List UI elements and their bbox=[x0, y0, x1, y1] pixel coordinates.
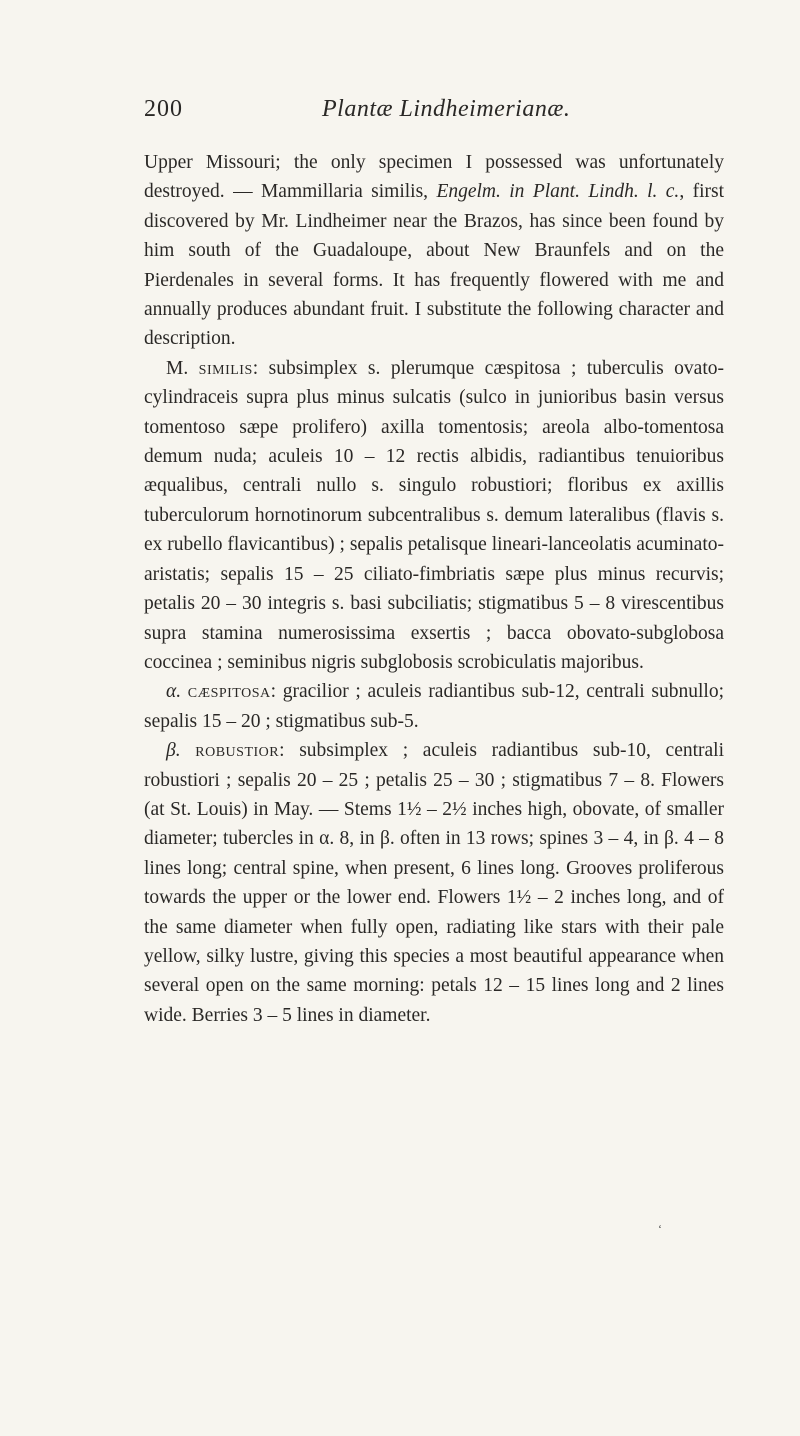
paragraph-intro-text-c: , first discovered by Mr. Lindheimer near the Brazos, has since been found by him south of the Guadaloupe, about New Braunfels and on the Pierdenales in several forms. It has frequently flowered with me and annually produces abundant fruit. I substitute the following character and description. bbox=[144, 181, 724, 350]
page-number: 200 bbox=[144, 96, 183, 122]
variety-alpha-marker: α. bbox=[166, 681, 188, 703]
paragraph-diagnosis bbox=[144, 354, 724, 677]
variety-beta-name: robustior bbox=[195, 740, 280, 762]
running-title: Plantæ Lindheimerianæ. bbox=[322, 96, 571, 122]
diagnosis-text: : subsimplex s. plerumque cæspitosa ; tuberculis ovato-cylindraceis supra plus minus sulcatis (sulco in junioribus basin versus tomentoso sæpe prolifero) axilla tomentosis; areola albo-tomentosa demum nuda; aculeis 10 – 12 rectis albidis, radiantibus tenuioribus æqualibus, centrali nullo s. singulo robustiori; floribus ex axillis tuberculorum hornotinorum subcentralibus s. demum lateralibus (flavis s. ex rubello flavicantibus) ; sepalis petalisque lineari-lanceolatis acuminato-aristatis; sepalis 15 – 25 ciliato-fimbriatis sæpe plus minus recurvis; petalis 20 – 30 integris s. basi subciliatis; stigmatibus 5 – 8 virescentibus supra stamina numerosissima exsertis ; bacca obovato-subglobosa coccinea ; seminibus nigris subglobosis scrobiculatis majoribus. bbox=[144, 357, 724, 673]
stray-mark: ‘ bbox=[658, 1222, 662, 1236]
variety-beta-marker: β. bbox=[166, 740, 196, 762]
citation: Engelm. in Plant. Lindh. l. c. bbox=[436, 181, 680, 203]
paragraph-intro-text-a: Upper Missouri; the only specimen I possessed was unfortunately destroyed. — Mammillaria similis, bbox=[144, 152, 724, 203]
variety-alpha-text: : gracilior ; aculeis radiantibus sub-12, centrali subnullo; sepalis 15 – 20 ; stigmatibus sub-5. bbox=[144, 681, 724, 732]
variety-alpha-name: cæspitosa bbox=[187, 681, 271, 703]
paragraph-intro bbox=[144, 148, 724, 354]
body-text bbox=[144, 148, 724, 1030]
page-header bbox=[144, 96, 704, 136]
genus-abbrev: M. bbox=[166, 357, 199, 379]
paragraph-variety-alpha bbox=[144, 677, 724, 736]
variety-beta-text: : subsimplex ; aculeis radiantibus sub-10, centrali robustiori ; sepalis 20 – 25 ; petalis 25 – 30 ; stigmatibus 7 – 8. Flowers (at St. Louis) in May. — Stems 1½ – 2½ inches high, obovate, of smaller diameter; tubercles in α. 8, in β. often in 13 rows; spines 3 – 4, in β. 4 – 8 lines long; central spine, when present, 6 lines long. Grooves proliferous towards the upper or the lower end. Flowers 1½ – 2 inches long, and of the same diameter when fully open, radiating like stars with their pale yellow, silky lustre, giving this species a most beautiful appearance when several open on the same morning: petals 12 – 15 lines long and 2 lines wide. Berries 3 – 5 lines in diameter. bbox=[144, 740, 725, 1026]
paragraph-variety-beta bbox=[144, 736, 724, 1030]
species-name: similis bbox=[198, 357, 253, 379]
